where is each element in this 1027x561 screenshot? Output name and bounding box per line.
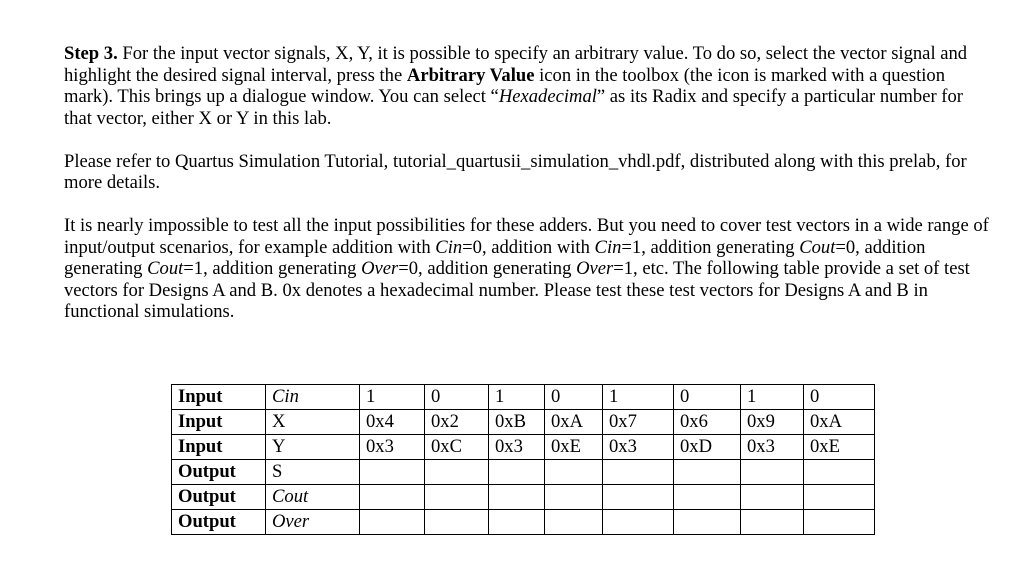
signal-name-cell: X <box>266 410 360 435</box>
table-cell: 0 <box>425 385 489 410</box>
arbitrary-value-term: Arbitrary Value <box>406 64 535 86</box>
table-row <box>172 460 875 485</box>
table-cell: 0 <box>545 385 603 410</box>
table-cell: 0xE <box>545 435 603 460</box>
table-row <box>172 385 875 410</box>
table-cell: 0x6 <box>674 410 741 435</box>
table-row <box>172 435 875 460</box>
table-cell: 0xA <box>804 410 875 435</box>
table-cell: 0xC <box>425 435 489 460</box>
table-row <box>172 410 875 435</box>
step3-paragraph: Step 3. For the input vector signals, X, Y, it is possible to specify an arbitrary value. To do so, select the vector signal and highlight the desired signal interval, press the Arbitrary Value icon in the toolbox (the icon is marked with a question mark). This brings up a dialogue window. You can select “Hexadecimal” as its Radix and specify a particular number for that vector, either X or Y in this lab. <box>64 43 968 129</box>
hexadecimal-term: Hexadecimal <box>498 86 597 107</box>
table-cell: 0xB <box>489 410 545 435</box>
table-cell <box>489 510 545 535</box>
table-cell: 1 <box>489 385 545 410</box>
table-cell <box>425 460 489 485</box>
table-cell: 0x3 <box>603 435 674 460</box>
table-cell <box>489 485 545 510</box>
table-cell <box>360 510 425 535</box>
table-cell: 0 <box>674 385 741 410</box>
table-row <box>172 510 875 535</box>
table-cell: 1 <box>360 385 425 410</box>
table-cell <box>674 460 741 485</box>
table-cell <box>360 485 425 510</box>
table-cell: 0x7 <box>603 410 674 435</box>
signal-name-cell: Over <box>266 510 360 535</box>
table-cell <box>545 485 603 510</box>
document-body <box>64 43 994 323</box>
table-cell <box>741 460 804 485</box>
table-cell <box>804 460 875 485</box>
row-kind-cell: Output <box>172 460 266 485</box>
table-cell <box>741 510 804 535</box>
table-cell <box>603 510 674 535</box>
row-kind-cell: Input <box>172 385 266 410</box>
table-cell: 0x4 <box>360 410 425 435</box>
table-cell: 0x9 <box>741 410 804 435</box>
table-row <box>172 485 875 510</box>
table-cell <box>603 460 674 485</box>
table-cell <box>545 460 603 485</box>
table-cell <box>425 510 489 535</box>
table-cell <box>804 485 875 510</box>
signal-name-cell: Cin <box>266 385 360 410</box>
table-cell: 0xA <box>545 410 603 435</box>
signal-name-cell: Y <box>266 435 360 460</box>
signal-name-cell: S <box>266 460 360 485</box>
row-kind-cell: Input <box>172 410 266 435</box>
table-cell: 1 <box>603 385 674 410</box>
signal-name-cell: Cout <box>266 485 360 510</box>
table-cell <box>674 485 741 510</box>
row-kind-cell: Input <box>172 435 266 460</box>
table-cell <box>360 460 425 485</box>
table-cell <box>545 510 603 535</box>
table-cell: 1 <box>741 385 804 410</box>
row-kind-cell: Output <box>172 485 266 510</box>
table-cell: 0 <box>804 385 875 410</box>
table-cell <box>489 460 545 485</box>
row-kind-cell: Output <box>172 510 266 535</box>
test-vectors-paragraph: It is nearly impossible to test all the input possibilities for these adders. But you need to cover test vectors in a wide range of input/output scenarios, for example addition with Cin=0, addition with Cin=1, addition generating Cout=0, addition generating Cout=1, addition generating Over=0, addition generating Over=1, etc. The following table provide a set of test vectors for Designs A and B. 0x denotes a hexadecimal number. Please test these test vectors for Designs A and B in functional simulations. <box>64 215 989 322</box>
table-cell <box>674 510 741 535</box>
table-cell: 0x2 <box>425 410 489 435</box>
table-cell: 0x3 <box>360 435 425 460</box>
refer-paragraph: Please refer to Quartus Simulation Tutorial, tutorial_quartusii_simulation_vhdl.pdf, distributed along with this prelab, for more details. <box>64 150 967 193</box>
step-heading: Step 3. <box>64 43 118 64</box>
table-cell <box>804 510 875 535</box>
test-vector-table <box>171 384 875 535</box>
table-cell <box>741 485 804 510</box>
table-cell: 0xE <box>804 435 875 460</box>
table-cell <box>603 485 674 510</box>
table-cell: 0xD <box>674 435 741 460</box>
table-cell: 0x3 <box>489 435 545 460</box>
table-cell: 0x3 <box>741 435 804 460</box>
table-cell <box>425 485 489 510</box>
